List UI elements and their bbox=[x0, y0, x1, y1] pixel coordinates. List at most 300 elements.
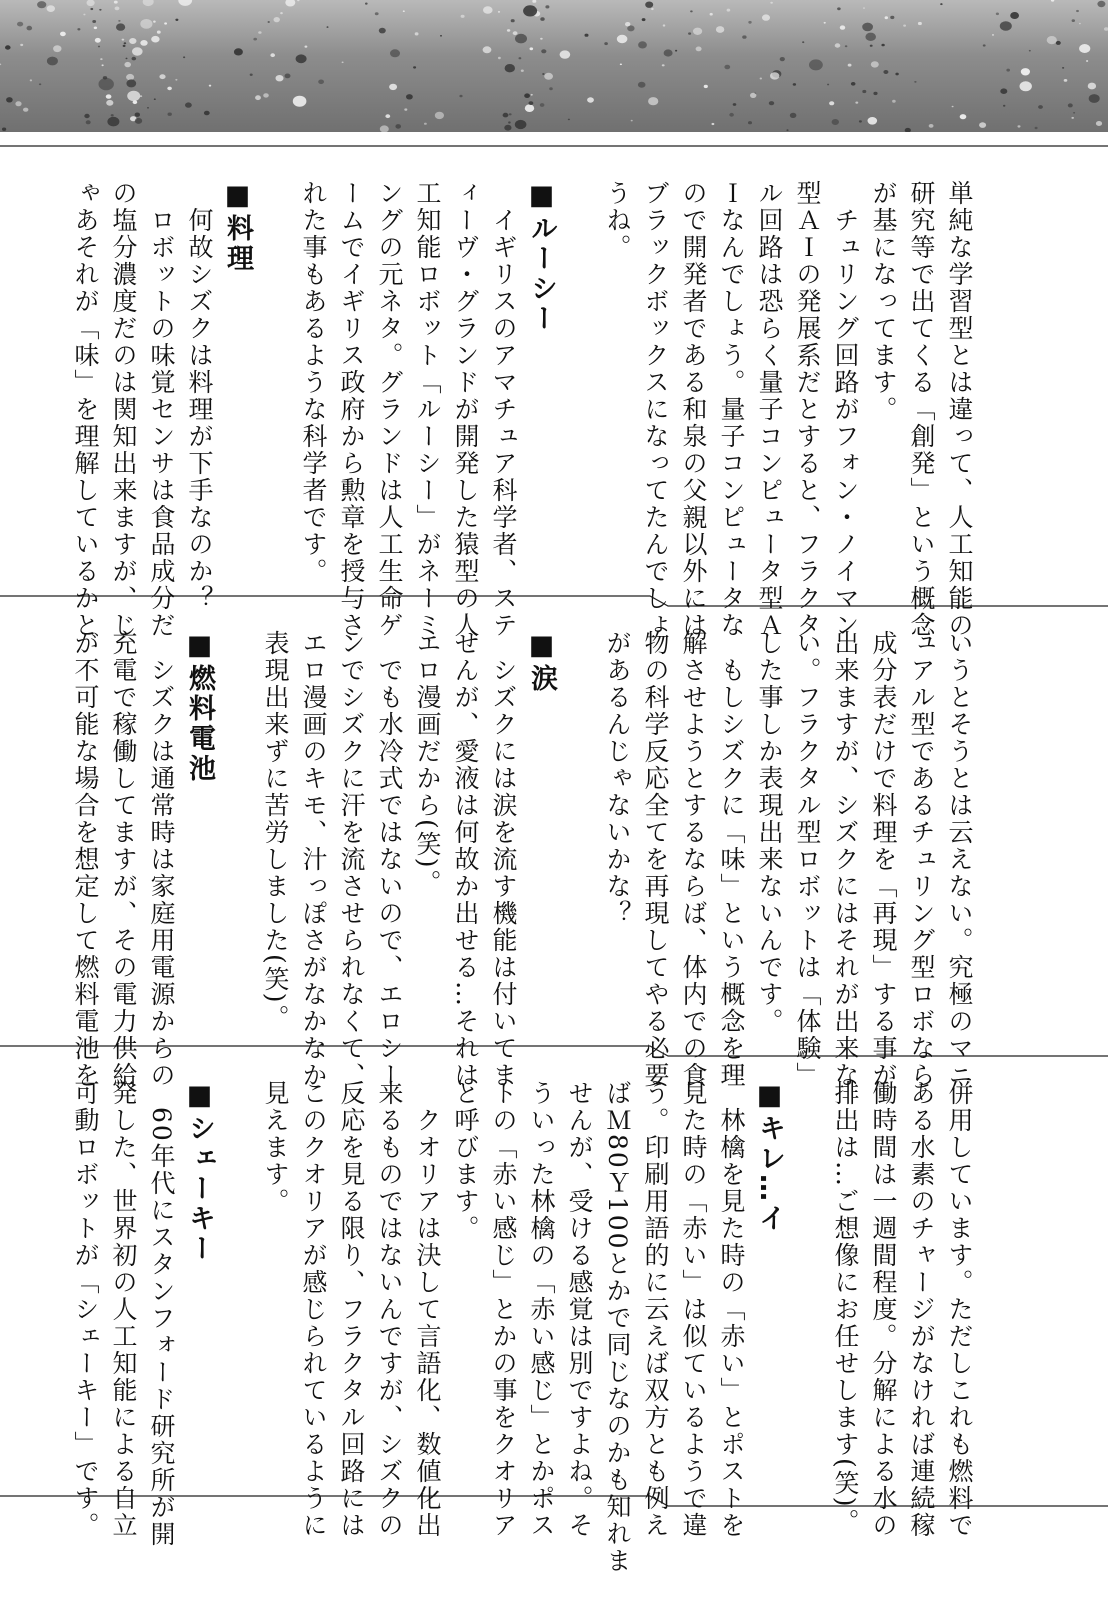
text-column: う。印刷用語的に云えば双方とも例え bbox=[641, 1080, 670, 1539]
water-droplet bbox=[762, 14, 770, 20]
water-droplet bbox=[1062, 67, 1064, 69]
water-droplet bbox=[1021, 68, 1030, 75]
water-droplet bbox=[979, 122, 986, 128]
water-droplet bbox=[124, 42, 127, 44]
section-middle bbox=[71, 630, 978, 1089]
water-droplet bbox=[870, 45, 873, 47]
water-droplet bbox=[250, 74, 253, 76]
section-top bbox=[71, 180, 978, 639]
water-droplet bbox=[845, 45, 848, 47]
water-droplet bbox=[651, 8, 654, 10]
water-droplet bbox=[750, 93, 756, 98]
water-droplet bbox=[268, 21, 270, 23]
water-droplet bbox=[1097, 1, 1105, 7]
water-droplet bbox=[508, 121, 511, 123]
water-droplet bbox=[631, 120, 633, 122]
water-droplet bbox=[881, 44, 884, 47]
water-droplet bbox=[390, 49, 400, 57]
water-droplet bbox=[529, 101, 534, 105]
water-droplet bbox=[540, 103, 545, 107]
text-column: 併用しています。ただしこれも燃料で bbox=[945, 1080, 974, 1539]
water-droplet bbox=[380, 125, 389, 132]
text-column: ういった林檎の「赤い感じ」とかポス bbox=[527, 1080, 556, 1539]
water-droplet bbox=[106, 94, 112, 98]
text-column: Ｉなんでしょう。量子コンピュータな bbox=[717, 180, 746, 639]
water-droplet bbox=[83, 14, 85, 16]
water-droplet bbox=[918, 22, 922, 25]
text-column: 出来ますが、シズクにはそれが出来な bbox=[831, 630, 860, 1089]
text-column: が基になってます。 bbox=[869, 180, 898, 423]
text-column: が不可能な場合を想定して燃料電池を bbox=[71, 630, 100, 1089]
text-column: でも水冷式ではないので、エロシー bbox=[375, 630, 404, 1089]
water-droplet bbox=[903, 25, 906, 27]
water-droplet bbox=[375, 12, 379, 15]
water-droplet bbox=[98, 46, 100, 48]
water-droplet bbox=[305, 46, 308, 48]
water-droplet-header-image bbox=[0, 0, 1108, 138]
water-droplet bbox=[770, 2, 773, 4]
water-droplet bbox=[780, 57, 785, 61]
water-droplet bbox=[865, 33, 876, 41]
water-droplet bbox=[1035, 127, 1038, 129]
text-column: 見た時の「赤い」は似ているようで違 bbox=[679, 1080, 708, 1539]
water-droplet bbox=[1064, 79, 1068, 82]
water-droplet bbox=[15, 101, 21, 106]
water-droplet bbox=[648, 97, 658, 105]
water-droplet bbox=[118, 20, 120, 22]
section-heading: ■シェーキー bbox=[184, 1080, 215, 1264]
water-droplet bbox=[710, 13, 713, 16]
water-droplet bbox=[855, 102, 858, 104]
text-column: 働時間は一週間程度。分解による水の bbox=[869, 1080, 898, 1539]
water-droplet bbox=[1072, 19, 1075, 22]
water-droplet bbox=[786, 129, 788, 131]
text-column: 林檎を見た時の「赤い」とポストを bbox=[717, 1080, 746, 1539]
water-droplet bbox=[793, 83, 796, 86]
water-droplet bbox=[111, 114, 114, 116]
water-droplet bbox=[505, 64, 515, 72]
water-droplet bbox=[86, 120, 91, 124]
text-column: の塩分濃度だのは関知出来ますが、じ bbox=[109, 180, 138, 639]
water-droplet bbox=[157, 30, 161, 33]
water-droplet bbox=[20, 44, 23, 46]
water-droplet bbox=[77, 28, 80, 30]
water-droplet bbox=[126, 74, 134, 80]
water-droplet bbox=[544, 73, 553, 80]
water-droplet bbox=[389, 84, 397, 90]
water-droplet bbox=[424, 123, 427, 125]
text-column: い。フラクタル型ロボットは「体験」 bbox=[793, 630, 822, 1089]
text-column: 排出は…ご想像にお任せします(笑)。 bbox=[831, 1080, 860, 1536]
water-droplet bbox=[5, 45, 11, 49]
water-droplet bbox=[204, 111, 210, 116]
water-droplet bbox=[840, 25, 845, 29]
text-column: いうとそうとは云えない。究極のマニ bbox=[945, 630, 974, 1089]
water-droplet bbox=[296, 54, 307, 63]
water-droplet bbox=[122, 39, 125, 41]
water-droplet bbox=[1079, 23, 1081, 25]
water-droplet bbox=[507, 29, 510, 32]
water-droplet bbox=[625, 22, 630, 26]
water-droplet bbox=[126, 58, 128, 60]
water-droplet bbox=[690, 10, 693, 12]
water-droplet bbox=[1010, 12, 1019, 19]
water-droplet bbox=[809, 59, 823, 70]
water-droplet bbox=[100, 58, 102, 60]
water-droplet bbox=[1038, 105, 1043, 109]
water-droplet bbox=[617, 35, 628, 43]
water-droplet bbox=[868, 117, 878, 125]
water-droplet bbox=[503, 113, 509, 118]
water-droplet bbox=[532, 0, 536, 3]
text-column: ングの元ネタ。グランドは人工生命ゲ bbox=[375, 180, 404, 639]
water-droplet bbox=[115, 6, 120, 10]
water-droplet bbox=[406, 94, 413, 99]
water-droplet bbox=[255, 95, 261, 100]
water-droplet bbox=[1104, 27, 1108, 31]
water-droplet bbox=[140, 40, 147, 46]
text-column: 工知能ロボット「ルーシー」がネーミ bbox=[413, 180, 442, 639]
water-droplet bbox=[693, 28, 702, 35]
water-droplet bbox=[504, 125, 511, 131]
water-droplet bbox=[159, 74, 165, 79]
text-column: せんが、愛液は何故か出せる…それは bbox=[451, 630, 480, 1089]
water-droplet bbox=[545, 5, 549, 8]
column-spacer bbox=[560, 630, 598, 1040]
water-droplet bbox=[151, 36, 159, 43]
water-droplet bbox=[164, 22, 167, 24]
text-column: 60年代にスタンフォード研究所が開 bbox=[147, 1080, 176, 1548]
water-droplet bbox=[135, 118, 142, 124]
text-column: ある水素のチャージがなければ連続稼 bbox=[907, 1080, 936, 1539]
water-droplet bbox=[30, 79, 32, 81]
text-column: せんが、受ける感覚は別ですよね。そ bbox=[565, 1080, 594, 1539]
column-spacer bbox=[218, 1080, 256, 1490]
water-droplet bbox=[365, 3, 368, 5]
water-droplet bbox=[642, 18, 646, 21]
water-droplet bbox=[2, 128, 6, 131]
text-column: クオリアは決して言語化、数値化出 bbox=[413, 1080, 442, 1539]
water-droplet bbox=[379, 28, 386, 34]
column-spacer bbox=[256, 180, 294, 590]
water-droplet bbox=[862, 90, 866, 93]
water-droplet bbox=[285, 74, 291, 79]
water-droplet bbox=[1003, 105, 1005, 107]
water-droplet bbox=[940, 3, 942, 5]
water-droplet bbox=[1086, 60, 1088, 62]
water-droplet bbox=[395, 124, 401, 129]
column-spacer bbox=[218, 630, 256, 1040]
text-column: ュアル型であるチュリング型ロボなら bbox=[907, 630, 936, 1089]
water-droplet bbox=[696, 47, 702, 52]
text-column: ばＭ80Ｙ100とかで同じなのかも知れま bbox=[603, 1080, 632, 1575]
water-droplet bbox=[23, 108, 28, 112]
water-droplet bbox=[521, 70, 524, 72]
water-droplet bbox=[132, 47, 143, 55]
water-droplet bbox=[107, 117, 119, 127]
water-droplet bbox=[604, 42, 608, 45]
text-column: 物の科学反応全てを再現してやる必要 bbox=[641, 630, 670, 1089]
water-droplet bbox=[905, 128, 911, 133]
water-droplet bbox=[748, 21, 751, 24]
text-column: 何故シズクは料理が下手なのか？ bbox=[185, 180, 214, 612]
water-droplet bbox=[873, 92, 877, 95]
water-droplet bbox=[1018, 125, 1021, 127]
water-droplet bbox=[47, 5, 55, 12]
water-droplet bbox=[645, 1, 653, 7]
water-droplet bbox=[724, 65, 730, 70]
text-column: ィーヴ・グランドが開発した猿型の人 bbox=[451, 180, 480, 639]
water-droplet bbox=[135, 113, 140, 117]
water-droplet bbox=[523, 5, 537, 16]
water-droplet bbox=[960, 114, 967, 119]
water-droplet bbox=[276, 75, 284, 81]
text-column: ので開発者である和泉の父親以外には bbox=[679, 180, 708, 639]
water-droplet bbox=[895, 73, 898, 76]
water-droplet bbox=[1019, 81, 1031, 91]
water-droplet bbox=[6, 97, 13, 102]
water-droplet bbox=[95, 38, 101, 43]
water-droplet bbox=[1051, 0, 1054, 2]
water-droplet bbox=[929, 124, 934, 128]
water-droplet bbox=[540, 17, 544, 21]
water-droplet bbox=[515, 120, 527, 129]
water-droplet bbox=[560, 50, 571, 58]
section-heading: ■涙 bbox=[526, 630, 557, 694]
water-droplet bbox=[178, 0, 192, 6]
text-column: れた事もあるような科学者です。 bbox=[299, 180, 328, 585]
water-droplet bbox=[435, 112, 444, 119]
water-droplet bbox=[92, 20, 96, 23]
water-droplet bbox=[94, 27, 97, 30]
water-droplet bbox=[835, 43, 841, 47]
text-column: ブラックボックスになってたんでしょ bbox=[641, 180, 670, 639]
text-column: 充電で稼働してますが、その電力供給 bbox=[109, 630, 138, 1089]
water-droplet bbox=[748, 121, 752, 124]
water-droplet bbox=[297, 0, 299, 1]
water-droplet bbox=[515, 34, 527, 44]
water-droplet bbox=[167, 87, 172, 91]
text-column: ロボットの味覚センサは食品成分だ bbox=[147, 180, 176, 639]
water-droplet bbox=[185, 102, 192, 107]
water-droplet bbox=[1076, 10, 1079, 12]
water-droplet bbox=[102, 64, 104, 66]
section-heading: ■料理 bbox=[222, 180, 253, 274]
water-droplet bbox=[209, 85, 211, 87]
section-divider-top bbox=[0, 140, 1108, 160]
water-droplet bbox=[851, 82, 856, 86]
water-droplet bbox=[153, 21, 156, 23]
water-droplets-decoration bbox=[0, 0, 1108, 138]
water-droplet bbox=[760, 78, 762, 80]
water-droplet bbox=[147, 107, 149, 109]
water-droplet bbox=[742, 35, 746, 38]
water-droplet bbox=[585, 34, 589, 37]
text-column: 見えます。 bbox=[261, 1080, 290, 1215]
water-droplet bbox=[413, 66, 416, 68]
water-droplet bbox=[824, 22, 826, 24]
water-droplet bbox=[664, 49, 673, 56]
water-droplet bbox=[859, 120, 862, 122]
text-column: 来るものではないんですが、シズクの bbox=[375, 1080, 404, 1539]
water-droplet bbox=[483, 46, 492, 53]
water-droplet bbox=[483, 6, 493, 14]
water-droplet bbox=[1000, 21, 1012, 31]
water-droplet bbox=[638, 41, 647, 48]
water-droplet bbox=[1089, 94, 1100, 103]
water-droplet bbox=[280, 12, 283, 14]
water-droplet bbox=[1096, 121, 1102, 126]
water-droplet bbox=[263, 93, 269, 97]
text-column: 成分表だけで料理を「再現」する事が bbox=[869, 630, 898, 1089]
section-heading: ■燃料電池 bbox=[184, 630, 215, 784]
water-droplet bbox=[175, 19, 178, 21]
text-column: シズクは通常時は家庭用電源からの bbox=[147, 630, 176, 1089]
water-droplet bbox=[253, 38, 257, 41]
water-droplet bbox=[727, 9, 731, 12]
water-droplet bbox=[890, 16, 894, 19]
water-droplet bbox=[53, 45, 61, 52]
water-droplet bbox=[498, 57, 501, 59]
water-droplet bbox=[1079, 44, 1090, 53]
water-droplet bbox=[183, 56, 185, 58]
text-column: ゃあそれが「味」を理解しているかと bbox=[71, 180, 100, 639]
water-droplet bbox=[327, 26, 329, 28]
section-heading: ■キレ…イ bbox=[754, 1080, 785, 1234]
water-droplet bbox=[996, 13, 999, 16]
water-droplet bbox=[513, 31, 518, 35]
text-column: 研究等で出てくる「創発」という概念 bbox=[907, 180, 936, 639]
text-column: 解させようとするならば、体内での食 bbox=[679, 630, 708, 1089]
text-column: ル回路は恐らく量子コンピュータ型Ａ bbox=[755, 180, 784, 639]
water-droplet bbox=[837, 7, 841, 10]
water-droplet bbox=[733, 103, 737, 106]
water-droplet bbox=[509, 113, 512, 115]
water-droplet bbox=[318, 80, 324, 85]
water-droplet bbox=[541, 49, 546, 53]
water-droplet bbox=[848, 64, 852, 67]
text-column: 可動ロボットが「シェーキー」です。 bbox=[71, 1080, 100, 1539]
text-column: イギリスのアマチュア科学者、ステ bbox=[489, 180, 518, 639]
text-column: シズクには涙を流す機能は付いてま bbox=[489, 630, 518, 1089]
text-column: ームでイギリス政府から勲章を授与さ bbox=[337, 180, 366, 639]
water-droplet bbox=[531, 94, 533, 96]
water-droplet bbox=[114, 1, 118, 4]
text-column: エロ漫画だから(笑)。 bbox=[413, 630, 442, 897]
water-droplet bbox=[385, 114, 390, 118]
water-droplet bbox=[143, 0, 154, 6]
water-droplet bbox=[116, 23, 125, 30]
water-droplet bbox=[440, 35, 442, 37]
water-droplet bbox=[47, 57, 58, 66]
water-droplet bbox=[99, 78, 114, 90]
text-column: 表現出来ずに苦労しました(笑)。 bbox=[261, 630, 290, 1032]
column-spacer bbox=[560, 180, 598, 590]
water-droplet bbox=[1029, 50, 1031, 52]
water-droplet bbox=[1073, 112, 1075, 114]
water-droplet bbox=[871, 61, 879, 67]
text-column: した事しか表現出来ないんです。 bbox=[755, 630, 784, 1035]
water-droplet bbox=[175, 79, 177, 81]
water-droplet bbox=[132, 57, 137, 61]
water-droplet bbox=[568, 119, 570, 121]
water-droplet bbox=[525, 104, 534, 112]
column-spacer bbox=[788, 1080, 826, 1490]
text-column: もしシズクに「味」という概念を理 bbox=[717, 630, 746, 1089]
water-droplet bbox=[716, 26, 724, 33]
water-droplet bbox=[17, 22, 23, 27]
water-droplet bbox=[461, 15, 465, 18]
water-droplet bbox=[549, 87, 553, 90]
water-droplet bbox=[827, 84, 829, 86]
water-droplet bbox=[27, 26, 33, 31]
water-droplet bbox=[663, 24, 666, 26]
water-droplet bbox=[892, 100, 896, 103]
water-droplet bbox=[39, 83, 41, 85]
water-droplet bbox=[154, 98, 156, 100]
water-droplet bbox=[885, 16, 888, 19]
water-droplet bbox=[90, 8, 93, 10]
water-droplet bbox=[123, 45, 126, 47]
water-droplet bbox=[404, 108, 407, 110]
water-droplet bbox=[168, 113, 172, 116]
water-droplet bbox=[1088, 83, 1096, 90]
water-droplet bbox=[1071, 117, 1074, 119]
water-droplet bbox=[729, 113, 734, 117]
text-column: 発した、世界初の人工知能による自立 bbox=[109, 1080, 138, 1539]
water-droplet bbox=[342, 62, 344, 64]
water-droplet bbox=[124, 62, 131, 67]
water-droplet bbox=[498, 11, 500, 13]
water-droplet bbox=[84, 114, 89, 118]
water-droplet bbox=[459, 95, 462, 98]
water-droplet bbox=[540, 38, 543, 40]
water-droplet bbox=[519, 57, 522, 59]
water-droplet bbox=[234, 48, 243, 55]
water-droplet bbox=[587, 97, 594, 102]
text-column: エロ漫画のキモ、汁っぽさがなかなか bbox=[299, 630, 328, 1089]
water-droplet bbox=[415, 32, 419, 35]
water-droplet bbox=[285, 0, 295, 7]
water-droplet bbox=[688, 32, 691, 34]
water-droplet bbox=[0, 64, 1, 66]
water-droplet bbox=[769, 101, 774, 105]
water-droplet bbox=[87, 0, 95, 6]
water-droplet bbox=[293, 96, 307, 107]
text-column: チュリング回路がフォン・ノイマン bbox=[831, 180, 860, 639]
water-droplet bbox=[662, 64, 665, 66]
water-droplet bbox=[106, 100, 113, 106]
water-droplet bbox=[862, 23, 873, 32]
water-droplet bbox=[983, 44, 986, 46]
water-droplet bbox=[952, 106, 954, 108]
water-droplet bbox=[270, 53, 275, 57]
text-column: ンでシズクに汗を流させられなくて、 bbox=[337, 630, 366, 1089]
text-column: 型ＡＩの発展系だとすると、フラクタ bbox=[793, 180, 822, 639]
water-droplet bbox=[511, 19, 515, 22]
water-droplet bbox=[126, 79, 136, 87]
water-droplet bbox=[1006, 69, 1010, 72]
water-droplet bbox=[863, 7, 865, 9]
water-droplet bbox=[704, 85, 708, 88]
water-droplet bbox=[274, 17, 280, 22]
water-droplet bbox=[712, 123, 715, 125]
water-droplet bbox=[403, 10, 405, 12]
water-droplet bbox=[37, 1, 46, 8]
water-droplet bbox=[127, 91, 140, 101]
water-droplet bbox=[790, 113, 797, 118]
water-droplet bbox=[258, 31, 261, 34]
